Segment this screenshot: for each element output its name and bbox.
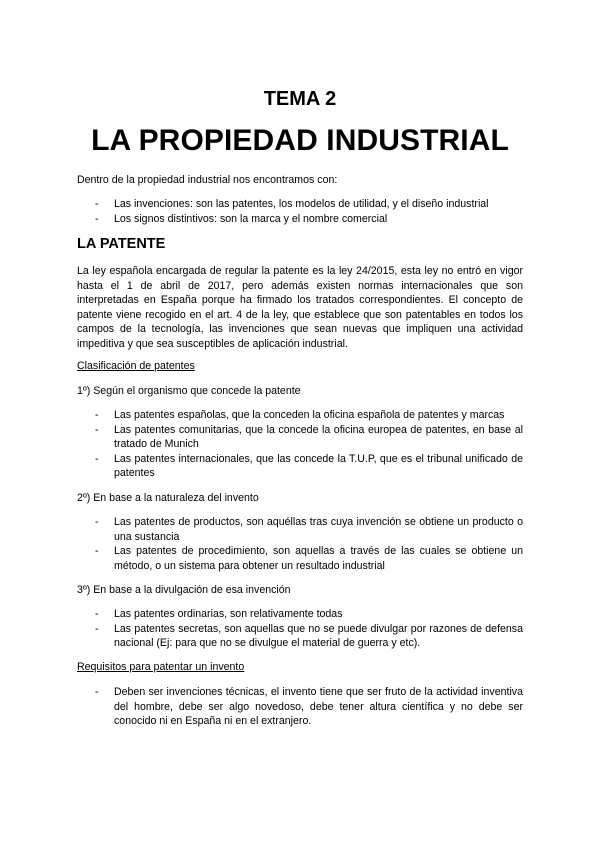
group-1-label: 1º) Según el organismo que concede la patente [77, 385, 301, 397]
intro-list [77, 197, 523, 226]
intro-paragraph: Dentro de la propiedad industrial nos encontramos con: [77, 174, 338, 186]
list-item: - Las patentes españolas, que la conceden la oficina española de patentes y marcas [77, 408, 523, 423]
list-item: - Las patentes comunitarias, que la concede la oficina europea de patentes, en base al tratado de Munich [77, 423, 523, 452]
group-2-list [77, 515, 523, 573]
list-item: - Deben ser invenciones técnicas, el invento tiene que ser fruto de la actividad inventiva del hombre, debe ser algo novedoso, debe tener altura científica y no debe ser conocido ni en España ni en el extranjero. [77, 685, 523, 729]
clasificacion-heading: Clasificación de patentes [77, 360, 195, 372]
intro-list-container [77, 197, 523, 226]
list-item: - Las patentes secretas, son aquellas que no se puede divulgar por razones de defensa nacional (Ej: para que no se divulgue el material de guerra y etc). [77, 622, 523, 651]
requisitos-heading: Requisitos para patentar un invento [77, 661, 245, 673]
group-3-label: 3º) En base a la divulgación de esa invención [77, 584, 291, 596]
list-item: - Los signos distintivos: son la marca y el nombre comercial [77, 212, 523, 227]
list-item: - Las patentes de procedimiento, son aquellas a través de las cuales se obtiene un método, o un sistema para obtener un resultado industrial [77, 544, 523, 573]
document-title: LA PROPIEDAD INDUSTRIAL [91, 124, 509, 157]
list-item: - Las patentes de productos, son aquéllas tras cuya invención se obtiene un producto o una sustancia [77, 515, 523, 544]
group-3-list [77, 607, 523, 651]
list-item: - Las patentes ordinarias, son relativamente todas [77, 607, 523, 622]
group-1-list-container [77, 408, 523, 481]
list-item: - Las patentes internacionales, que las concede la T.U.P, que es el tribunal unificado de patentes [77, 452, 523, 481]
section-heading-patente: LA PATENTE [77, 236, 166, 252]
group-1-list [77, 408, 523, 481]
requisitos-list [77, 685, 523, 729]
group-3-list-container [77, 607, 523, 651]
group-2-label: 2º) En base a la naturaleza del invento [77, 492, 259, 504]
list-item: - Las invenciones: son las patentes, los modelos de utilidad, y el diseño industrial [77, 197, 523, 212]
topic-number-heading: TEMA 2 [263, 88, 337, 110]
group-2-list-container [77, 515, 523, 573]
requisitos-list-container [77, 685, 523, 729]
patente-paragraph: La ley española encargada de regular la patente es la ley 24/2015, esta ley no entró en vigor hasta el 1 de abril de 2017, pero además existen normas internacionales que son interpretadas en España porque ha firmado los tratados correspondientes. El concepto de patente viene recogido en el art. 4 de la ley, que establece que son patentables en todos los campos de la tecnología, las invenciones que sean nuevas que impliquen una actividad impeditiva y que sea susceptibles de aplicación industrial. [77, 265, 523, 350]
